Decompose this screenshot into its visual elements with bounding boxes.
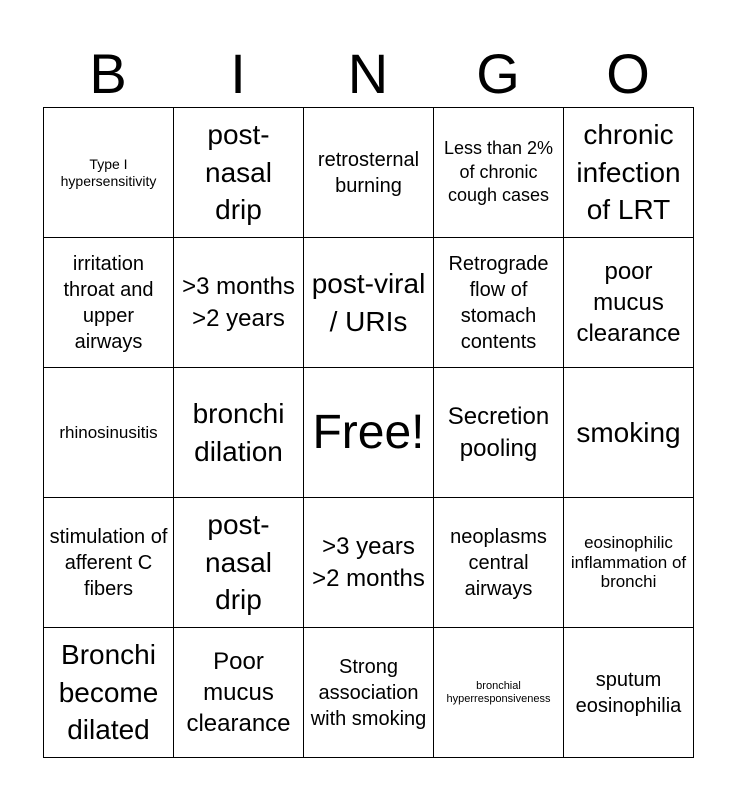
cell-text: >3 months >2 years: [182, 273, 295, 332]
cell-text: Secretion pooling: [447, 403, 550, 462]
bingo-cell-r1c5[interactable]: [564, 108, 694, 238]
bingo-cell-r5c1[interactable]: [44, 628, 174, 758]
cell-text: poor mucus clearance: [576, 257, 681, 348]
bingo-cell-r2c3[interactable]: [304, 238, 434, 368]
cell-text: irritation throat and upper airways: [63, 252, 154, 353]
cell-text: Retrograde flow of stomach contents: [448, 252, 549, 353]
bingo-cell-r4c3[interactable]: [304, 498, 434, 628]
header-letter-n: N: [347, 42, 389, 105]
bingo-cell-r1c4[interactable]: [434, 108, 564, 238]
cell-text: Strong association with smoking: [310, 655, 427, 730]
bingo-cell-r3c1[interactable]: [44, 368, 174, 498]
bingo-cell-r5c4[interactable]: [434, 628, 564, 758]
cell-text: bronchial hyperresponsiveness: [446, 679, 551, 705]
bingo-cell-r3c2[interactable]: [174, 368, 304, 498]
cell-text: neoplasms central airways: [450, 525, 547, 600]
bingo-cell-r5c2[interactable]: [174, 628, 304, 758]
header-letter-g: G: [476, 42, 520, 105]
bingo-cell-r2c5[interactable]: [564, 238, 694, 368]
cell-text: stimulation of afferent C fibers: [49, 525, 168, 600]
cell-text: rhinosinusitis: [59, 422, 158, 442]
cell-text: Type I hypersensitivity: [60, 156, 157, 189]
bingo-cell-r2c4[interactable]: [434, 238, 564, 368]
cell-text: Free!: [312, 405, 425, 459]
bingo-cell-r4c2[interactable]: [174, 498, 304, 628]
bingo-cell-r3c4[interactable]: [434, 368, 564, 498]
cell-text: bronchi dilation: [192, 397, 285, 467]
bingo-header: [43, 42, 693, 106]
bingo-board: [43, 107, 694, 758]
cell-text: smoking: [576, 416, 681, 448]
cell-text: retrosternal burning: [317, 148, 420, 197]
cell-text: sputum eosinophilia: [575, 668, 682, 717]
cell-text: Less than 2% of chronic cough cases: [443, 138, 554, 206]
header-letter-o: O: [606, 42, 650, 105]
cell-text: Poor mucus clearance: [186, 647, 291, 738]
header-letter-i: I: [230, 42, 246, 105]
cell-text: post-nasal drip: [205, 508, 272, 616]
cell-text: post-viral / URIs: [311, 267, 426, 337]
cell-text: post-nasal drip: [205, 118, 272, 226]
header-letter-b: B: [89, 42, 127, 105]
bingo-cell-r5c5[interactable]: [564, 628, 694, 758]
cell-text: >3 years >2 months: [312, 533, 425, 592]
bingo-cell-r1c3[interactable]: [304, 108, 434, 238]
bingo-cell-r4c1[interactable]: [44, 498, 174, 628]
bingo-cell-r4c4[interactable]: [434, 498, 564, 628]
bingo-cell-free[interactable]: [304, 368, 434, 498]
cell-text: chronic infection of LRT: [576, 118, 681, 226]
bingo-cell-r4c5[interactable]: [564, 498, 694, 628]
bingo-cell-r1c1[interactable]: [44, 108, 174, 238]
cell-text: eosinophilic inflammation of bronchi: [570, 533, 687, 592]
bingo-cell-r3c5[interactable]: [564, 368, 694, 498]
bingo-cell-r1c2[interactable]: [174, 108, 304, 238]
bingo-cell-r2c1[interactable]: [44, 238, 174, 368]
cell-text: Bronchi become dilated: [58, 638, 159, 746]
bingo-cell-r5c3[interactable]: [304, 628, 434, 758]
bingo-cell-r2c2[interactable]: [174, 238, 304, 368]
